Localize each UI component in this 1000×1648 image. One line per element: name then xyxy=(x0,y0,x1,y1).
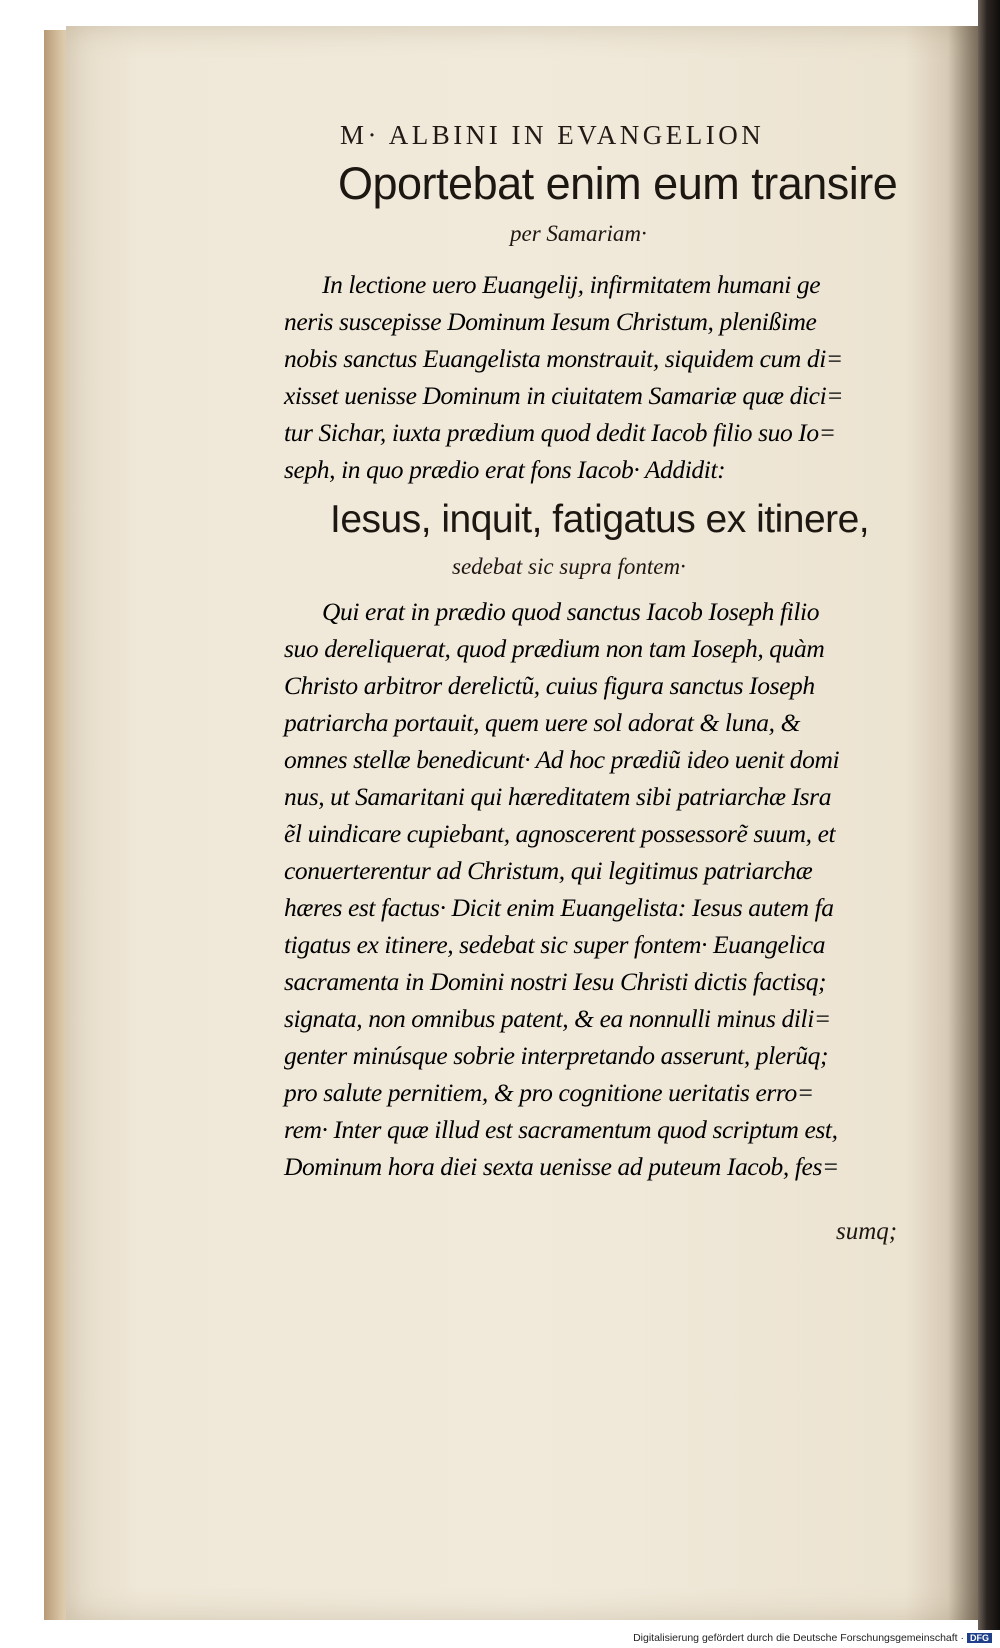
catchword: sumq; xyxy=(836,1218,898,1245)
text-line: tigatus ex itinere, sedebat sic super fontem· Euangelica xyxy=(284,930,826,959)
text-line: xisset uenisse Dominum in ciuitatem Samariæ quæ dici= xyxy=(284,381,844,410)
funding-notice-text: Digitalisierung gefördert durch die Deutsche Forschungsgemeinschaft · xyxy=(633,1632,964,1644)
text-line: rem· Inter quæ illud est sacramentum quod scriptum est, xyxy=(284,1115,838,1144)
scan-right-edge xyxy=(978,0,1000,1630)
page-fold-shadow xyxy=(948,26,978,1620)
text-line: nus, ut Samaritani qui hæreditatem sibi patriarchæ Isra xyxy=(284,782,832,811)
text-line: omnes stellæ benedicunt· Ad hoc prædiũ ideo uenit domi xyxy=(284,745,840,774)
text-line: nobis sanctus Euangelista monstrauit, siquidem cum di= xyxy=(284,344,843,373)
text-line: conuerterentur ad Christum, qui legitimus patriarchæ xyxy=(284,856,813,885)
text-line: ẽl uindicare cupiebant, agnoscerent possessorẽ suum, et xyxy=(284,819,836,848)
text-line: seph, in quo prædio erat fons Iacob· Addidit: xyxy=(284,455,726,484)
text-line: Christo arbitror derelictũ, cuius figura sanctus Ioseph xyxy=(284,671,815,700)
running-head: M· ALBINI IN EVANGELION xyxy=(340,120,765,150)
text-line: In lectione uero Euangelij, infirmitatem humani ge xyxy=(322,270,821,299)
text-line: Qui erat in prædio quod sanctus Iacob Ioseph filio xyxy=(322,597,820,626)
funding-notice xyxy=(633,1632,992,1644)
text-line: pro salute pernitiem, & pro cognitione ueritatis erro= xyxy=(284,1078,814,1107)
paragraph-2 xyxy=(284,593,924,1185)
text-line: hæres est factus· Dicit enim Euangelista: Iesus autem fa xyxy=(284,893,834,922)
text-line: suo dereliquerat, quod prædium non tam Ioseph, quàm xyxy=(284,634,825,663)
lemma-2-subheading: sedebat sic supra fontem· xyxy=(452,554,686,579)
lemma-1-heading: Oportebat enim eum transire xyxy=(338,158,898,209)
text-line: neris suscepisse Dominum Iesum Christum, plenißime xyxy=(284,307,817,336)
text-line: genter minúsque sobrie interpretando asserunt, plerũq; xyxy=(284,1041,829,1070)
lemma-1-subheading: per Samariam· xyxy=(510,221,647,246)
text-line: tur Sichar, iuxta prædium quod dedit Iacob filio suo Io= xyxy=(284,418,836,447)
dfg-logo: DFG xyxy=(967,1633,992,1643)
text-line: patriarcha portauit, quem uere sol adorat & luna, & xyxy=(284,708,801,737)
text-line: sacramenta in Domini nostri Iesu Christi dictis factisq; xyxy=(284,967,827,996)
text-line: Dominum hora diei sexta uenisse ad puteum Iacob, fes= xyxy=(284,1152,839,1181)
paragraph-1 xyxy=(284,266,924,488)
text-line: signata, non omnibus patent, & ea nonnulli minus dili= xyxy=(284,1004,831,1033)
lemma-2-heading: Iesus, inquit, fatigatus ex itinere, xyxy=(330,498,870,541)
